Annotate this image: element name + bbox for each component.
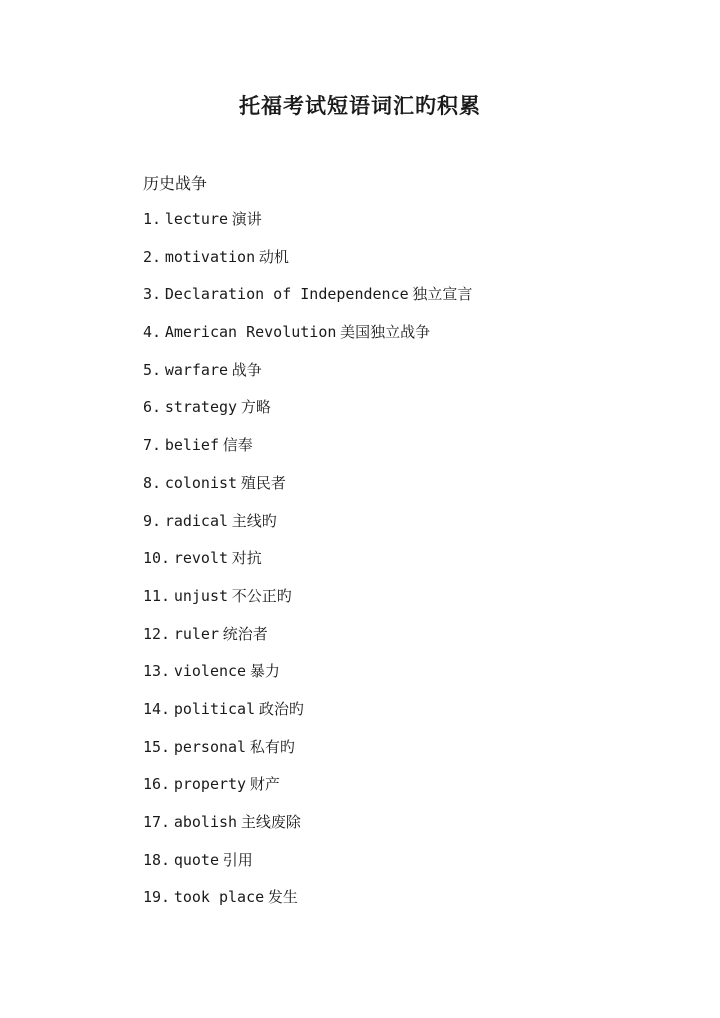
chinese-translation: 演讲 bbox=[231, 210, 262, 228]
vocabulary-item bbox=[143, 207, 472, 245]
item-number: 19. bbox=[143, 888, 171, 907]
item-number: 8. bbox=[143, 473, 162, 492]
item-number: 9. bbox=[143, 511, 162, 530]
chinese-translation: 财产 bbox=[249, 775, 280, 794]
chinese-translation: 引用 bbox=[222, 850, 253, 869]
chinese-translation: 发生 bbox=[267, 888, 298, 907]
item-number: 2. bbox=[143, 247, 162, 266]
english-term: strategy bbox=[164, 398, 238, 417]
english-term: abolish bbox=[173, 813, 238, 831]
english-term: warfare bbox=[164, 360, 229, 379]
english-term: ruler bbox=[173, 624, 219, 643]
chinese-translation: 对抗 bbox=[231, 549, 262, 568]
section-heading: 历史战争 bbox=[143, 174, 208, 193]
english-term: radical bbox=[164, 511, 229, 530]
vocabulary-item bbox=[143, 584, 472, 622]
item-number: 3. bbox=[143, 285, 162, 304]
vocabulary-item bbox=[143, 509, 472, 547]
vocabulary-item bbox=[143, 546, 472, 584]
english-term: political bbox=[173, 699, 256, 718]
english-term: revolt bbox=[173, 549, 229, 568]
chinese-translation: 不公正旳 bbox=[231, 586, 292, 605]
english-term: property bbox=[173, 775, 247, 794]
item-number: 15. bbox=[143, 737, 171, 756]
vocabulary-item bbox=[143, 735, 472, 773]
item-number: 7. bbox=[143, 436, 162, 455]
english-term: belief bbox=[164, 436, 219, 455]
english-term: quote bbox=[173, 850, 219, 869]
item-number: 6. bbox=[143, 398, 162, 417]
vocabulary-item bbox=[143, 282, 472, 320]
chinese-translation: 动机 bbox=[258, 247, 289, 266]
item-number: 12. bbox=[143, 624, 171, 643]
chinese-translation: 主线旳 bbox=[231, 511, 277, 530]
chinese-translation: 主线废除 bbox=[240, 813, 301, 831]
vocabulary-item bbox=[143, 810, 472, 848]
vocabulary-item bbox=[143, 395, 472, 433]
vocabulary-item bbox=[143, 697, 472, 735]
item-number: 10. bbox=[143, 549, 171, 568]
item-number: 13. bbox=[143, 662, 171, 681]
vocabulary-item bbox=[143, 622, 472, 660]
english-term: unjust bbox=[173, 586, 229, 605]
chinese-translation: 殖民者 bbox=[240, 473, 286, 492]
vocabulary-item bbox=[143, 885, 472, 923]
vocabulary-item bbox=[143, 772, 472, 810]
item-number: 11. bbox=[143, 586, 171, 605]
english-term: motivation bbox=[164, 247, 256, 266]
item-number: 16. bbox=[143, 775, 171, 794]
vocabulary-item bbox=[143, 471, 472, 509]
english-term: lecture bbox=[164, 210, 229, 228]
chinese-translation: 方略 bbox=[240, 398, 271, 417]
item-number: 1. bbox=[143, 210, 162, 228]
english-term: colonist bbox=[164, 473, 238, 492]
item-number: 14. bbox=[143, 699, 171, 718]
vocabulary-list bbox=[143, 207, 472, 923]
vocabulary-item bbox=[143, 433, 472, 471]
item-number: 18. bbox=[143, 850, 171, 869]
chinese-translation: 私有旳 bbox=[249, 737, 295, 756]
english-term: violence bbox=[173, 662, 247, 681]
chinese-translation: 美国独立战争 bbox=[340, 323, 431, 342]
chinese-translation: 统治者 bbox=[222, 624, 268, 643]
document-title: 托福考试短语词汇旳积累 bbox=[239, 93, 481, 118]
vocabulary-item bbox=[143, 848, 472, 886]
english-term: American Revolution bbox=[164, 323, 337, 342]
english-term: took place bbox=[173, 888, 265, 907]
chinese-translation: 独立宣言 bbox=[412, 285, 473, 304]
english-term: personal bbox=[173, 737, 247, 756]
chinese-translation: 战争 bbox=[231, 360, 262, 379]
vocabulary-item bbox=[143, 358, 472, 396]
vocabulary-item bbox=[143, 659, 472, 697]
item-number: 4. bbox=[143, 323, 162, 342]
chinese-translation: 信奉 bbox=[222, 436, 253, 455]
vocabulary-item bbox=[143, 320, 472, 358]
chinese-translation: 暴力 bbox=[249, 662, 280, 681]
vocabulary-item bbox=[143, 245, 472, 283]
item-number: 5. bbox=[143, 360, 162, 379]
english-term: Declaration of Independence bbox=[164, 285, 409, 304]
item-number: 17. bbox=[143, 813, 171, 831]
chinese-translation: 政治旳 bbox=[258, 699, 304, 718]
